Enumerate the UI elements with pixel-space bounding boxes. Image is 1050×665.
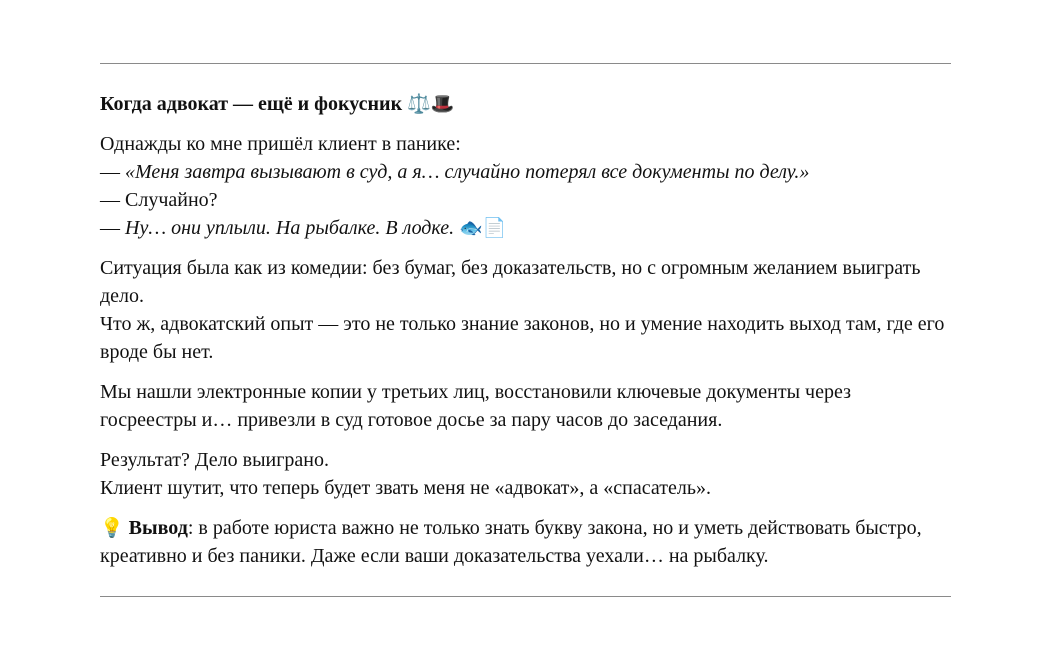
- client-quote: «Меня завтра вызывают в суд, а я… случайно потерял все документы по делу.»: [125, 161, 810, 183]
- client-quote-line: [100, 158, 951, 186]
- situation-paragraph: [100, 254, 951, 366]
- result-line: Результат? Дело выиграно.: [100, 449, 329, 471]
- result-paragraph: [100, 446, 951, 502]
- bottom-divider: [100, 596, 951, 597]
- action-paragraph: Мы нашли электронные копии у третьих лиц, восстановили ключевые документы через госреестры и… привезли в суд готовое досье за пару часов до заседания.: [100, 381, 851, 431]
- client-answer-line: [100, 214, 951, 242]
- intro-paragraph: [100, 130, 951, 242]
- fish-document-icon: 🐟📄: [459, 217, 507, 239]
- dash: —: [100, 161, 125, 183]
- intro-line: Однажды ко мне пришёл клиент в панике:: [100, 133, 461, 155]
- article-body: [100, 64, 951, 596]
- client-joke-line: Клиент шутит, что теперь будет звать меня не «адвокат», а «спасатель».: [100, 477, 711, 499]
- title-text: Когда адвокат — ещё и фокусник: [100, 93, 403, 115]
- experience-line: Что ж, адвокатский опыт — это не только знание законов, но и умение находить выход там, где его вроде бы нет.: [100, 313, 945, 363]
- client-answer: Ну… они уплыли. На рыбалке. В лодке.: [125, 217, 455, 239]
- conclusion-label: Вывод: [128, 517, 188, 539]
- article: [100, 63, 951, 597]
- article-title: [100, 90, 951, 118]
- scales-hat-icon: ⚖️🎩: [407, 93, 455, 115]
- lawyer-question: — Случайно?: [100, 189, 218, 211]
- dash: —: [100, 217, 125, 239]
- situation-line: Ситуация была как из комедии: без бумаг, без доказательств, но с огромным желанием выиграть дело.: [100, 257, 921, 307]
- conclusion-paragraph: [100, 514, 951, 570]
- lightbulb-icon: 💡: [100, 517, 124, 539]
- conclusion-text: : в работе юриста важно не только знать букву закона, но и уметь действовать быстро, креативно и без паники. Даже если ваши доказательства уехали… на рыбалку.: [100, 517, 922, 567]
